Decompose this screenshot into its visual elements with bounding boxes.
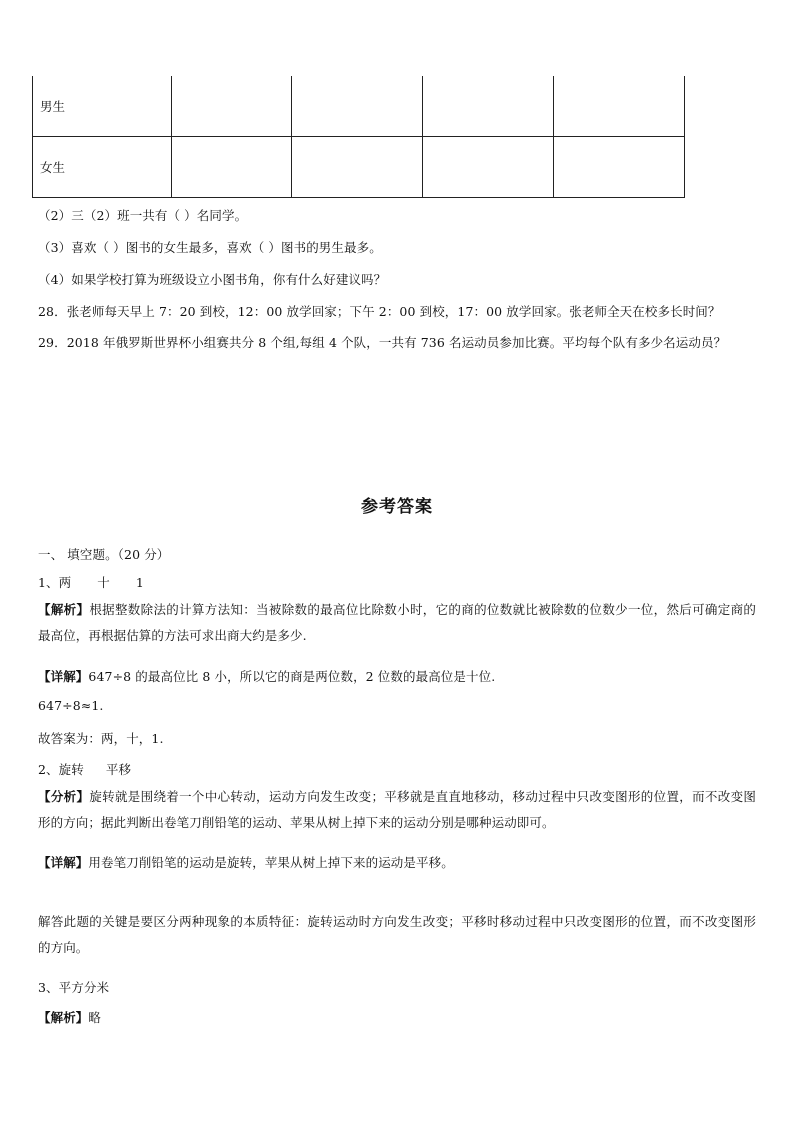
row-label-girls: 女生	[33, 137, 172, 198]
detail-text: 用卷笔刀削铅笔的运动是旋转，苹果从树上掉下来的运动是平移。	[88, 855, 454, 870]
table-cell	[554, 137, 685, 198]
answer-number: 1、	[38, 575, 59, 590]
analysis-text: 略	[88, 1010, 102, 1025]
answer-1-detail	[38, 667, 495, 685]
survey-table	[32, 76, 685, 198]
answer-2-note: 解答此题的关键是要区分两种现象的本质特征：旋转运动时方向发生改变；平移时移动过程中只改变图形的位置，而不改变图形的方向。	[38, 914, 756, 955]
table-cell	[172, 76, 292, 137]
answer-number: 3、	[38, 980, 59, 995]
answer-value: 旋转	[58, 762, 84, 777]
answer-2-line	[38, 760, 131, 778]
table-cell	[423, 76, 554, 137]
analysis-text: 旋转就是围绕着一个中心转动，运动方向发生改变；平移就是直直地移动，移动过程中只改变图形的位置，而不改变图形的方向；据此判断出卷笔刀削铅笔的运动、苹果从树上掉下来的运动分别是哪种运动即可。	[38, 789, 757, 830]
answer-1-conclusion: 故答案为：两，十，1.	[38, 731, 164, 746]
detail-tag: 【详解】	[38, 855, 89, 870]
table-cell	[172, 137, 292, 198]
table-row	[33, 76, 685, 137]
answer-3-analysis	[38, 1008, 101, 1026]
answer-value: 两	[58, 575, 72, 590]
answer-1-calc: 647÷8≈1.	[38, 698, 104, 713]
analysis-tag: 【解析】	[38, 602, 90, 617]
answer-value: 十	[97, 575, 110, 590]
table-cell	[292, 137, 423, 198]
analysis-tag: 【解析】	[38, 1010, 89, 1025]
detail-text: 647÷8 的最高位比 8 小，所以它的商是两位数，2 位数的最高位是十位.	[88, 669, 496, 684]
row-label-boys: 男生	[33, 76, 172, 137]
section-heading: 一、 填空题。（20 分）	[38, 547, 170, 562]
table-cell	[292, 76, 423, 137]
table-row	[33, 137, 685, 198]
answer-value: 平移	[105, 762, 132, 777]
question-27-3: （3）喜欢（ ）图书的女生最多，喜欢（ ）图书的男生最多。	[38, 240, 382, 255]
question-28: 28．张老师每天早上 7：20 到校，12：00 放学回家；下午 2：00 到校，17：00 放学回家。张老师全天在校多长时间？	[38, 304, 721, 319]
table-cell	[423, 137, 554, 198]
table-cell	[554, 76, 685, 137]
question-29: 29．2018 年俄罗斯世界杯小组赛共分 8 个组,每组 4 个队，一共有 736 名运动员参加比赛。平均每个队有多少名运动员？	[38, 335, 727, 350]
detail-tag: 【详解】	[38, 669, 89, 684]
answer-2-analysis	[38, 784, 756, 836]
answer-title: 参考答案	[361, 497, 433, 517]
question-27-4: （4）如果学校打算为班级设立小图书角，你有什么好建议吗？	[38, 272, 387, 287]
answer-value: 平方分米	[58, 980, 110, 995]
analysis-tag: 【分析】	[38, 789, 90, 804]
answer-1-line	[38, 573, 144, 591]
answer-3-line	[38, 978, 109, 996]
answer-value: 1	[135, 575, 144, 590]
question-27-2: （2）三（2）班一共有（ ）名同学。	[38, 208, 248, 223]
answer-1-analysis	[38, 597, 756, 649]
analysis-text: 根据整数除法的计算方法知：当被除数的最高位比除数小时，它的商的位数就比被除数的位数少一位，然后可确定商的最高位，再根据估算的方法可求出商大约是多少.	[38, 602, 757, 643]
answer-2-detail	[38, 853, 454, 871]
answer-number: 2、	[38, 762, 59, 777]
